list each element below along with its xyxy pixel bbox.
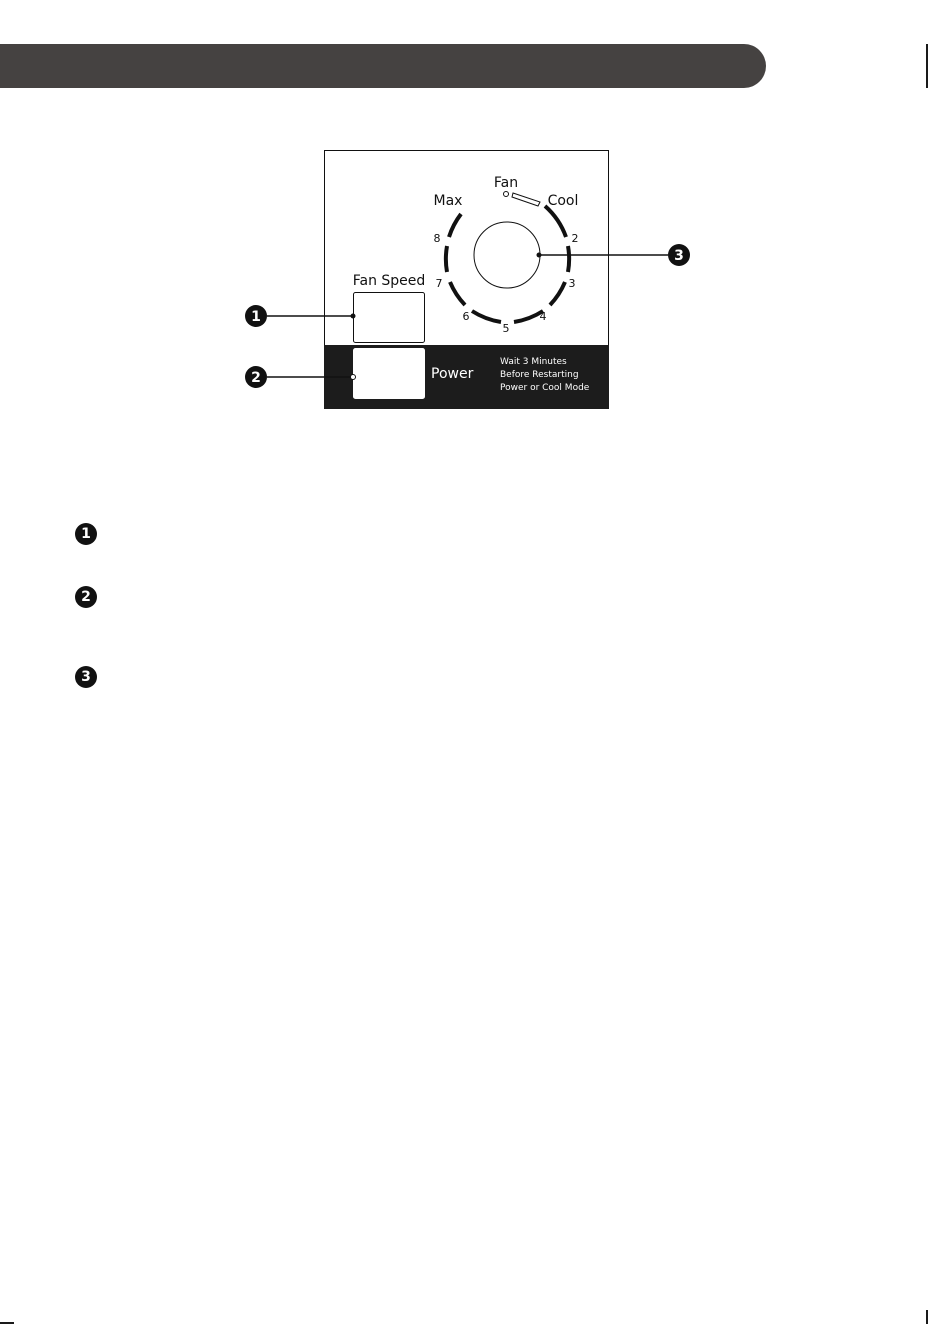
warning-line-1: Wait 3 Minutes (500, 357, 567, 367)
callout-marker-1-label: 1 (251, 309, 261, 325)
description-marker-1: 1 (75, 523, 97, 545)
page-edge-tick (926, 1310, 928, 1324)
power-button (354, 349, 425, 399)
label-fan-speed: Fan Speed (352, 273, 426, 289)
dial-number-4: 4 (539, 310, 547, 323)
label-fan: Fan (493, 175, 519, 191)
dial-number-7: 7 (435, 277, 443, 290)
control-panel-diagram (0, 0, 933, 460)
label-max: Max (433, 193, 463, 209)
label-power: Power (431, 366, 474, 382)
dial-number-5: 5 (502, 322, 510, 335)
callout-marker-2-label: 2 (251, 370, 261, 386)
control-dial-knob (474, 222, 540, 288)
callout-dot-1 (351, 314, 356, 319)
callout-dot-2 (351, 375, 356, 380)
callout-marker-3-label: 3 (674, 248, 684, 264)
dial-number-2: 2 (571, 232, 579, 245)
description-marker-3: 3 (75, 666, 97, 688)
warning-line-2: Before Restarting (500, 370, 579, 380)
callout-dot-3 (537, 253, 542, 258)
dial-number-6: 6 (462, 310, 470, 323)
warning-line-3: Power or Cool Mode (500, 383, 590, 393)
dial-segment-7-8 (446, 246, 447, 272)
label-cool: Cool (547, 193, 579, 209)
dial-number-3: 3 (568, 277, 576, 290)
dial-number-8: 8 (433, 232, 441, 245)
fan-speed-button (354, 293, 425, 343)
dial-segment-2-3 (568, 246, 569, 272)
description-marker-2: 2 (75, 586, 97, 608)
